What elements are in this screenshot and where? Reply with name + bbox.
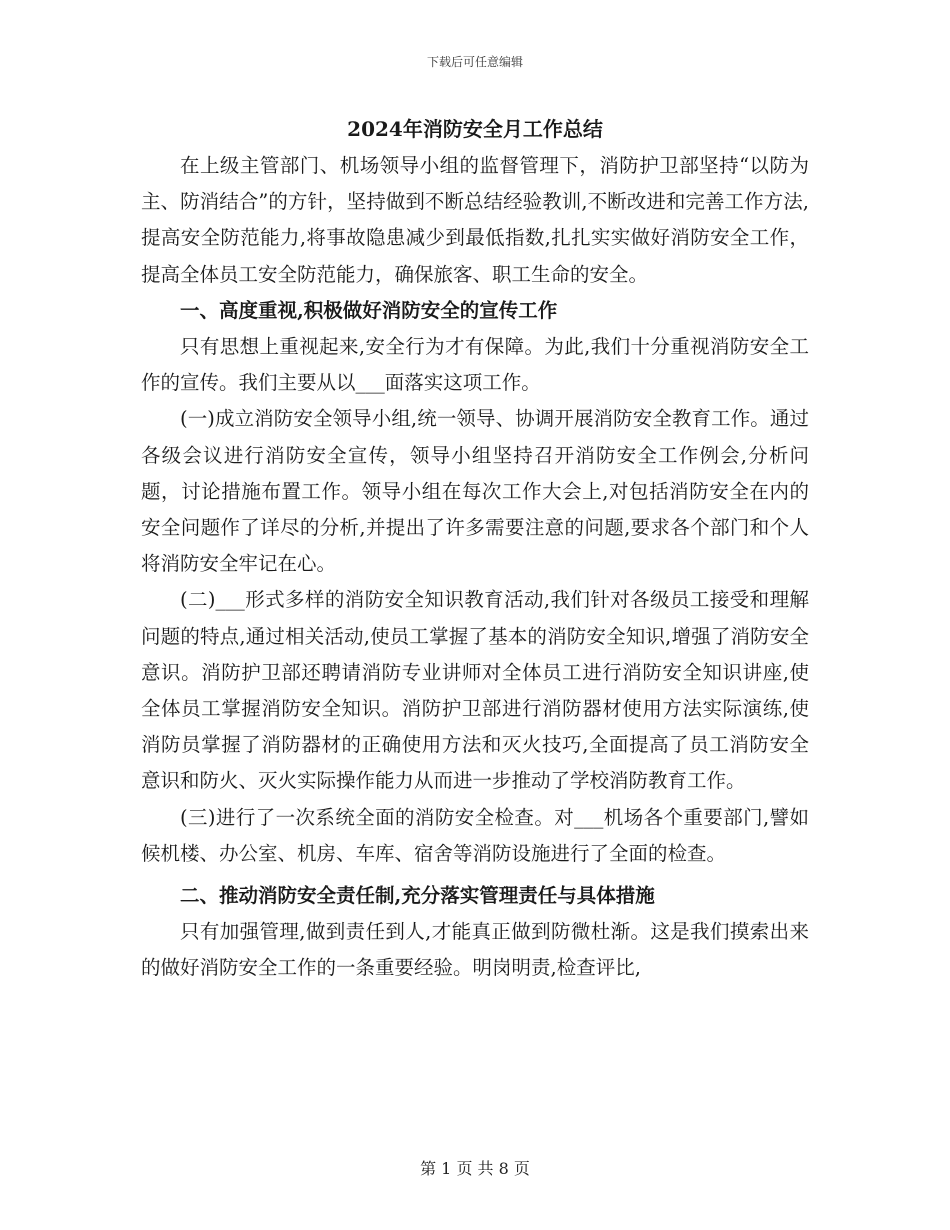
section-1-paragraph-4: (三)进行了一次系统全面的消防安全检查。对___机场各个重要部门,譬如候机楼、办公室、机房、车库、宿舍等消防设施进行了全面的检查。 (141, 805, 809, 865)
section-2-heading: 二、推动消防安全责任制,充分落实管理责任与具体措施 (180, 884, 655, 908)
header-note: 下载后可任意编辑 (426, 55, 523, 69)
section-1-paragraph-3: (二)___形式多样的消防安全知识教育活动,我们针对各级员工接受和理解问题的特点,通过相关活动,使员工掌握了基本的消防安全知识,增强了消防安全意识。消防护卫部还聘请消防专业讲师对全体员工进行消防安全知识讲座,使全体员工掌握消防安全知识。消防护卫部进行消防器材使用方法实际演练,使消防员掌握了消防器材的正确使用方法和灭火技巧,全面提高了员工消防安全意识和防火、灭火实际操作能力从而进一步推动了学校消防教育工作。 (141, 588, 809, 793)
section-1-paragraph-2: (一)成立消防安全领导小组,统一领导、协调开展消防安全教育工作。通过各级会议进行消防安全宣传，领导小组坚持召开消防安全工作例会,分析问题，讨论措施布置工作。领导小组在每次工作大会上,对包括消防安全在内的安全问题作了详尽的分析,并提出了许多需要注意的问题,要求各个部门和个人将消防安全牢记在心。 (141, 407, 809, 576)
document-title: 2024年消防安全月工作总结 (347, 117, 603, 141)
section-1-paragraph-1: 只有思想上重视起来,安全行为才有保障。为此,我们十分重视消防安全工作的宣传。我们主要从以___面落实这项工作。 (141, 335, 809, 395)
document-body (141, 112, 809, 987)
intro-paragraph: 在上级主管部门、机场领导小组的监督管理下，消防护卫部坚持“以防为主、防消结合”的方针，坚持做到不断总结经验教训,不断改进和完善工作方法,提高安全防范能力,将事故隐患减少到最低指数,扎扎实实做好消防安全工作，提高全体员工安全防范能力，确保旅客、职工生命的安全。 (141, 154, 809, 286)
page-number: 第 1 页 共 8 页 (420, 1159, 530, 1178)
section-2-paragraph-1: 只有加强管理,做到责任到人,才能真正做到防微杜渐。这是我们摸索出来的做好消防安全工作的一条重要经验。明岗明责,检查评比, (141, 920, 809, 980)
section-1-heading: 一、高度重视,积极做好消防安全的宣传工作 (180, 298, 558, 322)
